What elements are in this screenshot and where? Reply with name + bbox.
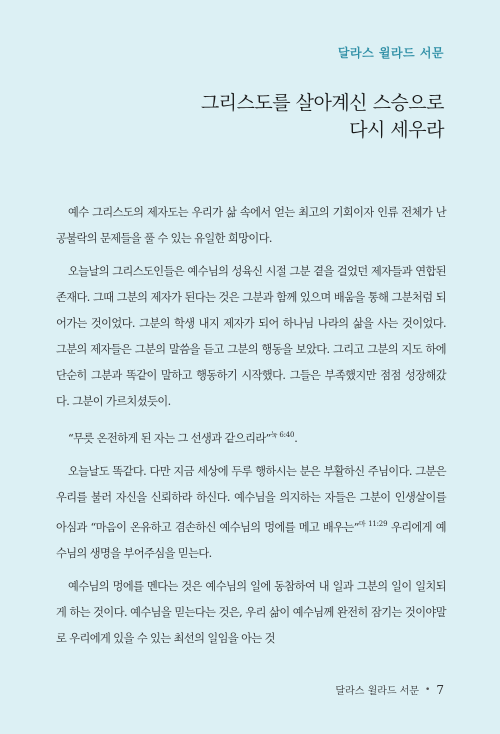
quote-text: “무릇 온전하게 된 자는 그 선생과 같으리라” [68, 432, 271, 445]
chapter-title-line-2: 다시 세우라 [349, 119, 444, 141]
paragraph-4-part-b: 우리에게 예수님의 생명을 부어주심을 믿는다. [56, 521, 446, 560]
chapter-title [64, 90, 444, 144]
paragraph-2: 오늘날의 그리스도인들은 예수님의 성육신 시절 그분 곁을 걸었던 제자들과 연합된 존재다. 그때 그분의 제자가 된다는 것은 그분과 함께 있으며 배움을 통해 그분처럼 되어가는 것이었다. 그분의 학생 내지 제자가 되어 하나님 나라의 삶을 사는 것이었다. 그분의 제자들은 그분의 말씀을 듣고 그분의 행동을 보았다. 그리고 그분의 지도 하에 단순히 그분과 똑같이 말하고 행동하기 시작했다. 그들은 부족했지만 점점 성장해갔다. 그분이 가르치셨듯이. [56, 265, 446, 408]
quote-end: . [294, 432, 298, 445]
paragraph-4-reference: 마 11:29 [358, 520, 388, 528]
scripture-quote [56, 422, 446, 452]
paragraph-4 [56, 459, 446, 567]
footer-separator: • [425, 684, 431, 695]
paragraph-5: 예수님의 멍에를 멘다는 것은 예수님의 일에 동참하여 내 일과 그분의 일이 일치되게 하는 것이다. 예수님을 믿는다는 것은, 우리 삶이 예수님께 완전히 잠기는 것이야말로 우리에게 있을 수 있는 최선의 일임을 아는 것 [56, 580, 446, 645]
page-footer [335, 682, 444, 697]
quote-reference: 눅 6:40 [270, 431, 295, 439]
paragraph-4-part-a: 오늘날도 똑같다. 다만 지금 세상에 두루 행하시는 분은 부활하신 주님이다. 그분은 우리를 불러 자신을 신뢰하라 하신다. 예수님을 의지하는 자들은 그분이 인생살이를 아심과 “마음이 온유하고 겸손하신 예수님의 멍에를 메고 배우는” [56, 465, 446, 534]
running-title: 달라스 윌라드 서문 [335, 686, 420, 697]
section-label: 달라스 윌라드 서문 [337, 46, 444, 60]
body-text [56, 200, 446, 659]
page-number: 7 [436, 682, 444, 697]
paragraph-1: 예수 그리스도의 제자도는 우리가 삶 속에서 얻는 최고의 기회이자 인류 전체가 난공불락의 문제들을 풀 수 있는 유일한 희망이다. [56, 206, 446, 245]
chapter-title-line-1: 그리스도를 살아계신 스승으로 [200, 92, 444, 114]
